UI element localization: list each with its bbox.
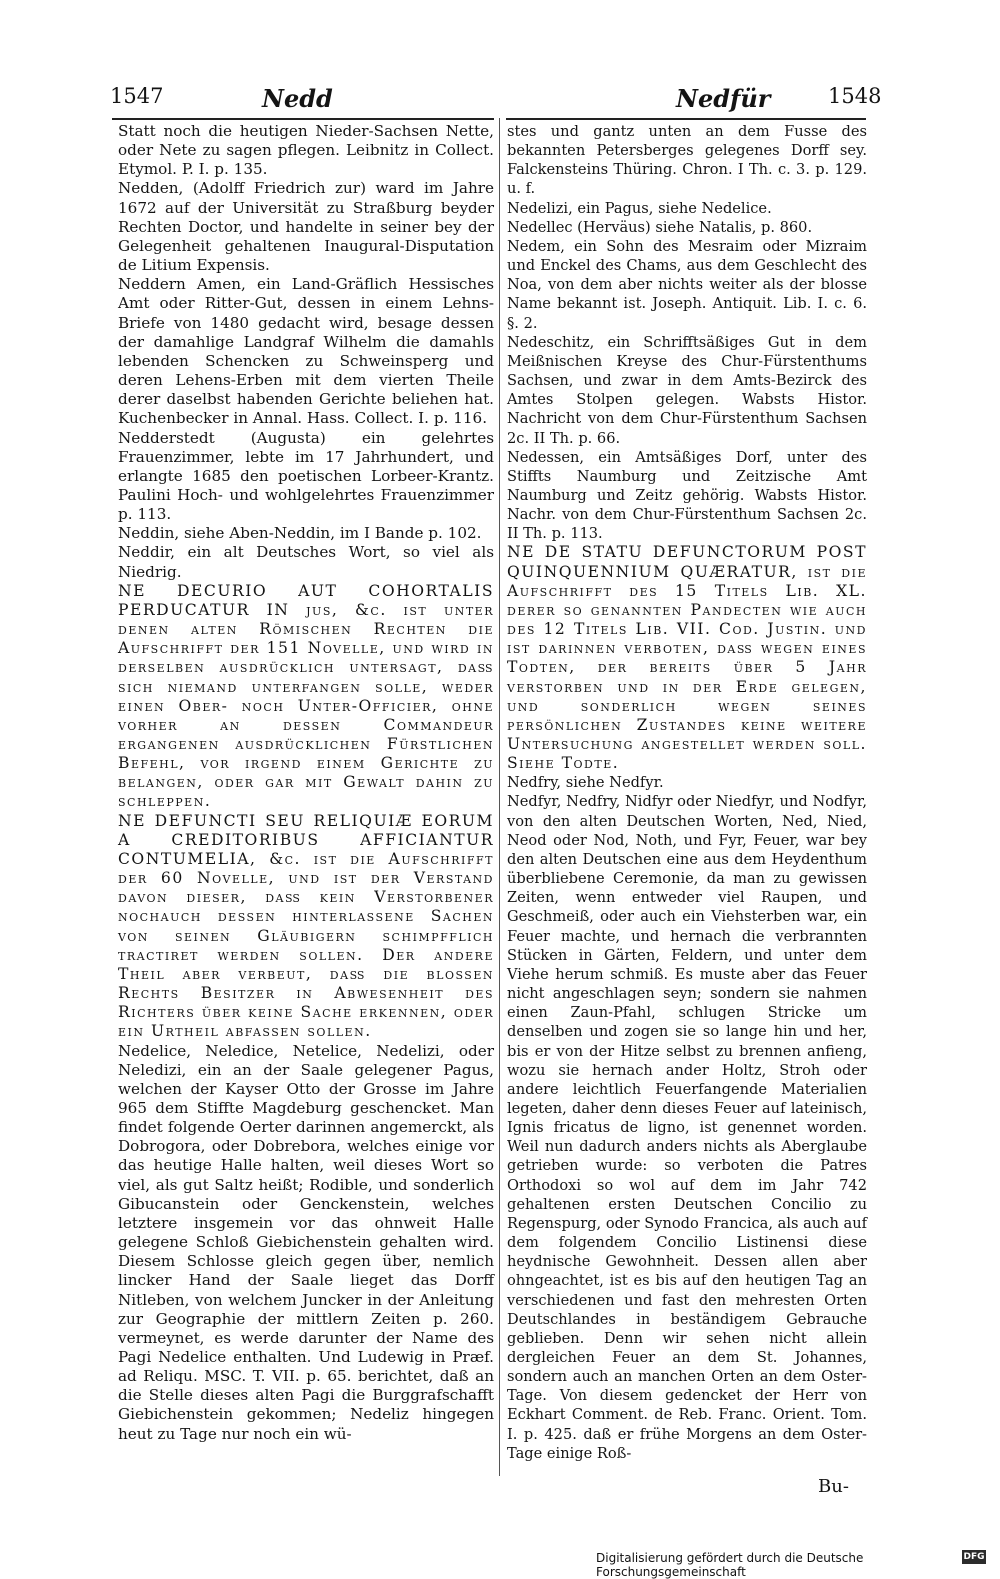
right-column xyxy=(507,122,867,1463)
entry-paragraph: NE DE STATU DEFUNCTORUM POST QUINQUENNIUM QUÆRATUR, ist die Aufschrifft des 15 Titels Lib. XL. derer so genannten Pandecten wie auch des 12 Titels Lib. VII. Cod. Justin. und ist darinnen verboten, daß wegen eines Todten, der bereits über 5 Jahr verstorben und in der Erde gelegen, und sonderlich wegen seines persönlichen Zustandes keine weitere Untersuchung angestellet werden soll. Siehe Todte. xyxy=(507,543,867,773)
entry-paragraph: Neddir, ein alt Deutsches Wort, so viel als Niedrig. xyxy=(118,543,494,581)
entry-paragraph: NE DECURIO AUT COHORTALIS PERDUCATUR IN jus, &c. ist unter denen alten Römischen Rechten die Aufschrifft der 151 Novelle, und wird in derselben ausdrücklich untersagt, daß sich niemand unterfangen solle, weder einen Ober- noch Unter-Officier, ohne vorher an dessen Commandeur ergangenen ausdrücklichen Fürstlichen Befehl, vor irgend einem Gerichte zu belangen, oder gar mit Gewalt dahin zu schleppen. xyxy=(118,581,494,811)
entry-paragraph: Nedellec (Herväus) siehe Natalis, p. 860. xyxy=(507,218,813,236)
entry-paragraph: Statt noch die heutigen Nieder-Sachsen Nette, oder Nete zu sagen pflegen. Leibnitz in Collect. Etymol. P. I. p. 135. xyxy=(118,122,494,179)
digitization-credit: Digitalisierung gefördert durch die Deutsche Forschungsgemeinschaft xyxy=(596,1551,864,1579)
entry-paragraph: Nedderstedt (Augusta) ein gelehrtes Frauenzimmer, lebte im 17 Jahrhundert, und erlangte 1685 den poetischen Lorbeer-Krantz. Paulini Hoch- und wohlgelehrtes Frauenzimmer p. 113. xyxy=(118,428,494,524)
entry-paragraph: Nedem, ein Sohn des Mesraim oder Mizraim und Enckel des Chams, aus dem Geschlecht des Noa, von dem aber nichts weiter als der blosse Name bekannt ist. Joseph. Antiquit. Lib. I. c. 6. §. 2. xyxy=(507,237,867,332)
left-running-head: Nedd xyxy=(262,84,333,113)
right-page-number: 1548 xyxy=(828,84,882,108)
column-divider xyxy=(499,118,500,1476)
entry-paragraph: Neddin, siehe Aben-Neddin, im I Bande p. 102. xyxy=(118,524,482,543)
header-rule-right xyxy=(506,118,866,120)
left-column xyxy=(118,122,494,1444)
header-rule-left xyxy=(112,118,494,120)
entry-paragraph: Nedden, (Adolff Friedrich zur) ward im Jahre 1672 auf der Universität zu Straßburg beyder Rechten Doctor, und handelte in seiner bey der Gelegenheit gehaltenen Inaugural-Disputation de Litium Expensis. xyxy=(118,179,494,275)
dfg-logo: DFG xyxy=(963,1552,985,1562)
entry-paragraph: stes und gantz unten an dem Fusse des bekannten Petersberges gelegenes Dorff sey. Falckensteins Thüring. Chron. I Th. c. 3. p. 129. u. f. xyxy=(507,123,867,198)
right-running-head: Nedfür xyxy=(676,84,771,113)
entry-paragraph: Nedeschitz, ein Schrifftsäßiges Gut in dem Meißnischen Kreyse des Chur-Fürstenthums Sachsen, und zwar in dem Amts-Bezirck des Amtes Stolpen gelegen. Wabsts Histor. Nachricht von dem Chur-Fürstenthum Sachsen 2c. II Th. p. 66. xyxy=(507,333,867,447)
page-header xyxy=(110,84,886,116)
entry-paragraph: Nedelice, Neledice, Netelice, Nedelizi, oder Neledizi, ein an der Saale gelegener Pagus, welchen der Kayser Otto der Grosse im Jahre 965 dem Stiffte Magdeburg geschencket. Man findet folgende Oerter darinnen angemerckt, als Dobrogora, oder Dobrebora, welches einige vor das heutige Halle halten, weil dieses Wort so viel, als gut Saltz heißt; Rodible, und sonderlich Gibucanstein oder Genckenstein, welches letztere insgemein vor das ohnweit Halle gelegene Schloß Giebichenstein gehalten wird. Diesem Schlosse gleich gegen über, nemlich lincker Hand der Saale lieget das Dorff Nitleben, von welchem Juncker in der Anleitung zur Geographie der mittlern Zeiten p. 260. vermeynet, es werde darunter der Name des Pagi Nedelice enthalten. Und Ludewig in Præf. ad Reliqu. MSC. T. VII. p. 65. berichtet, daß an die Stelle dieses alten Pagi die Burggrafschafft Giebichenstein gekommen; Nedeliz hingegen heut zu Tage nur noch ein wü- xyxy=(118,1041,494,1443)
entry-paragraph: Neddern Amen, ein Land-Gräflich Hessisches Amt oder Ritter-Gut, dessen in einem Lehns-Briefe von 1480 gedacht wird, besage dessen der damahlige Landgraf Wilhelm die damahls lebenden Schencken zu Schweinsperg und deren Lehens-Erben mit dem vierten Theile derer daselbst habenden Gerichte beliehen hat. Kuchenbecker in Annal. Hass. Collect. I. p. 116. xyxy=(118,275,494,428)
entry-paragraph: Nedfry, siehe Nedfyr. xyxy=(507,774,664,792)
left-page-number: 1547 xyxy=(110,84,164,108)
entry-paragraph: Nedelizi, ein Pagus, siehe Nedelice. xyxy=(507,199,772,217)
entry-paragraph: Nedessen, ein Amtsäßiges Dorf, unter des Stiffts Naumburg und Zeitzische Amt Naumburg und Zeitz gehörig. Wabsts Histor. Nachr. von dem Chur-Fürstenthum Sachsen 2c. II Th. p. 113. xyxy=(507,448,867,543)
catchword: Bu- xyxy=(818,1476,849,1497)
entry-paragraph: Nedfyr, Nedfry, Nidfyr oder Niedfyr, und Nodfyr, von den alten Deutschen Worten, Ned, Nied, Neod oder Nod, Noth, und Fyr, Feuer, war bey den alten Deutschen eine aus dem Heydenthum überbliebene Ceremonie, da man zu gewissen Zeiten, wenn entweder viel Raupen, und Geschmeiß, oder auch ein Viehsterben war, ein Feuer machte, und hernach die verbrannten Stücken in Gärten, Feldern, und unter dem Viehe herum schmiß. Es muste aber das Feuer nicht angeschlagen seyn; sondern sie nahmen einen Zaun-Pfahl, schlugen Stricke um denselben und zogen sie so lange hin und her, bis er von der Hitze selbst zu brennen anfieng, wozu sie hernach ander Holtz, Stroh oder andere leichtlich Feuerfangende Materialien legeten, daher denn dieses Feuer auf lateinisch, Ignis fricatus de ligno, ist genennet worden. Weil nun dadurch anders nichts als Aberglaube getrieben wurde: so verboten die Patres Orthodoxi so wol auf dem im Jahr 742 gehaltenen ersten Deutschen Concilio zu Regenspurg, oder Synodo Francica, als auch auf dem folgendem Concilio Listinensi diese heydnische Gewohnheit. Dessen allen aber ohngeachtet, ist es bis auf den heutigen Tag an verschiedenen und fast den mehresten Orten Deutschlandes in beständigem Gebrauche geblieben. Denn wir sehen nicht allein dergleichen Feuer an dem St. Johannes, sondern auch an manchen Orten an dem Oster-Tage. Von diesem gedencket der Herr von Eckhart Comment. de Reb. Franc. Orient. Tom. I. p. 425. daß er frühe Morgens an dem Oster-Tage einige Roß- xyxy=(507,793,867,1462)
entry-paragraph: NE DEFUNCTI SEU RELIQUIÆ EORUM A CREDITORIBUS AFFICIANTUR CONTUMELIA, &c. ist die Aufschrifft der 60 Novelle, und ist der Verstand davon dieser, daß kein Verstorbener nochauch dessen hinterlassene Sachen von seinen Gläubigern schimpfflich tractiret werden sollen. Der andere Theil aber verbeut, daß die blossen Rechts Besitzer in Abwesenheit des Richters über keine Sache erkennen, oder ein Urtheil abfassen sollen. xyxy=(118,811,494,1041)
